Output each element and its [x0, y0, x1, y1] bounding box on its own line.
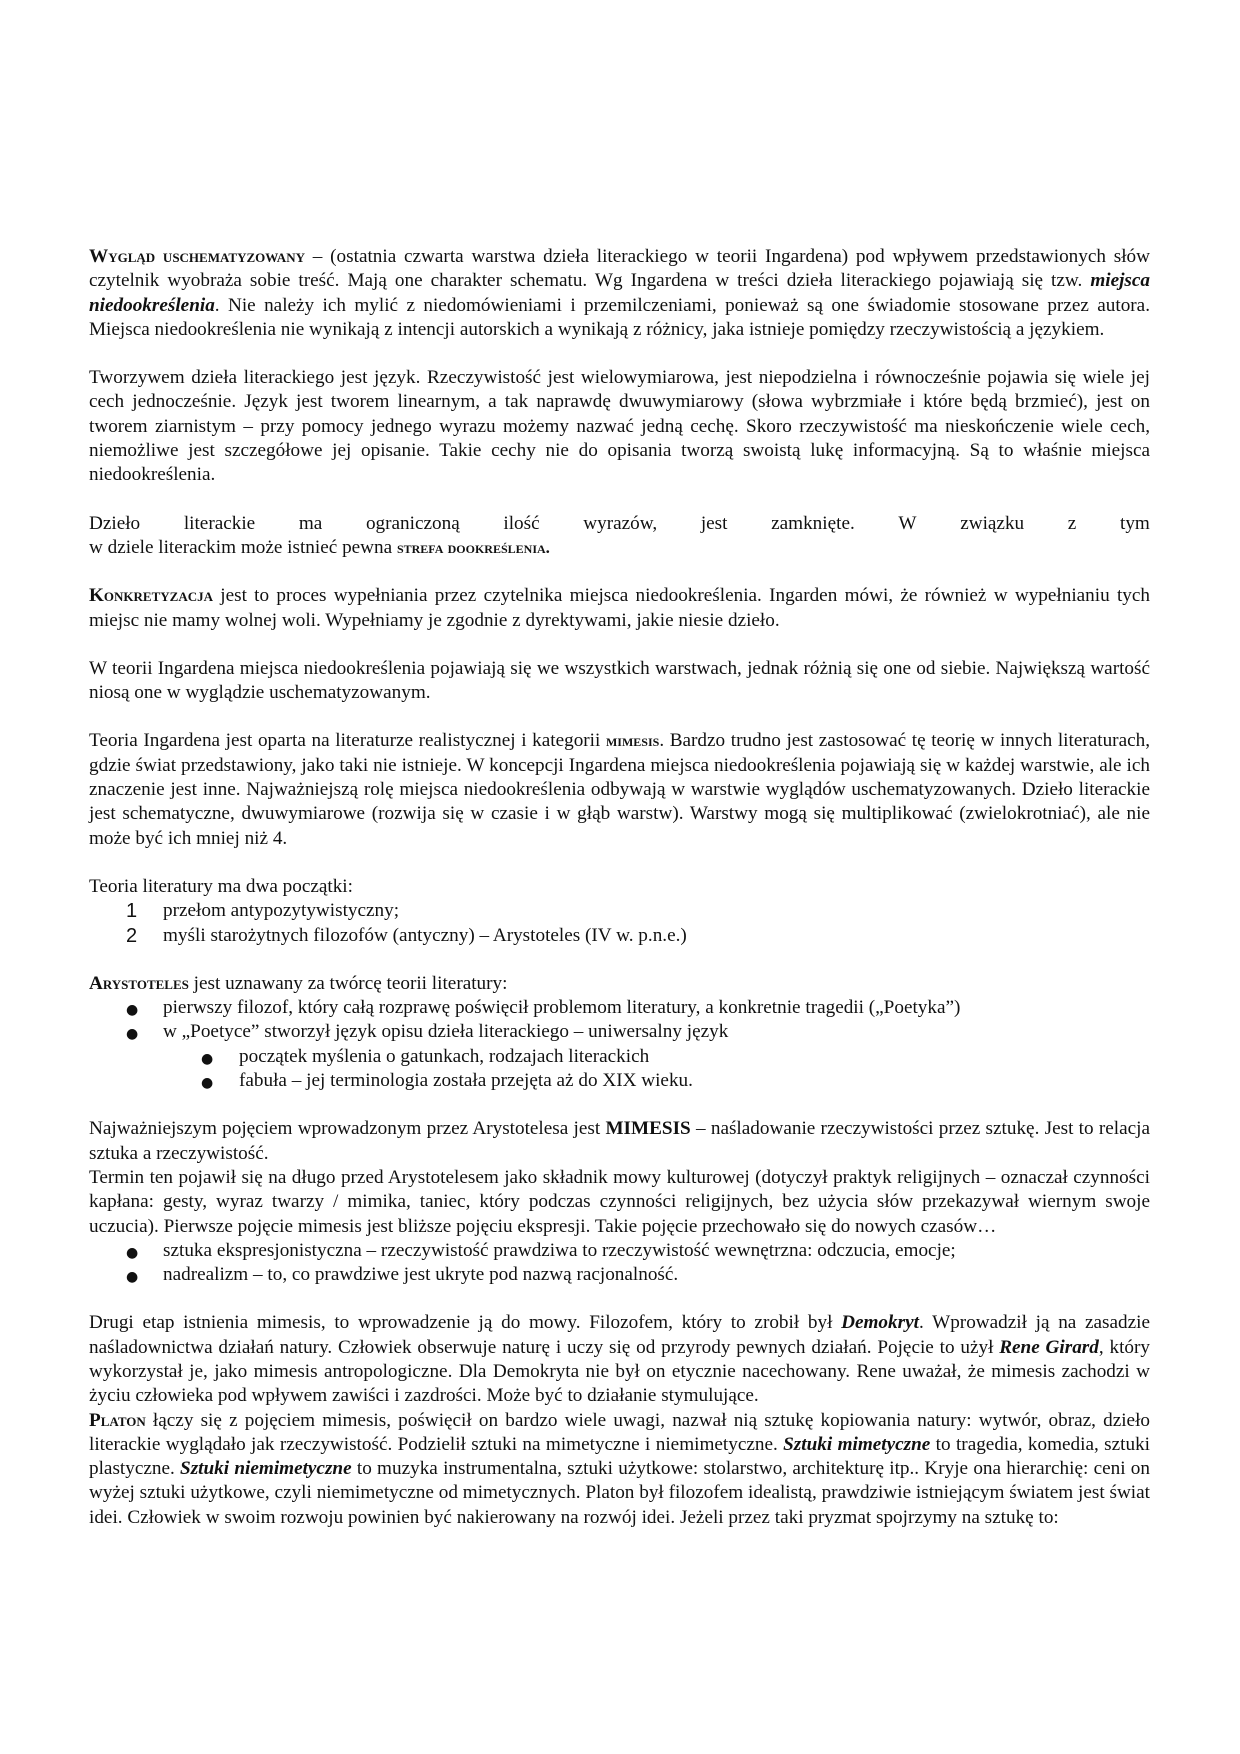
- sub-list-item: ● fabuła – jej terminologia została przejęta aż do XIX wieku.: [89, 1069, 1150, 1093]
- paragraph-wyglad: Wygląd uschematyzowany – (ostatnia czwarta warstwa dzieła literackiego w teorii Ingardena) pod wpływem przedstawionych słów czytelnik wyobraża sobie treść. Mają one charakter schematu. Wg Ingardena w treści dzieła literackiego pojawiają się tzw. miejsca niedookreślenia. Nie należy ich mylić z niedomówieniami i przemilczeniami, ponieważ są one świadomie stosowane przez autora. Miejsca niedookreślenia nie wynikają z intencji autorskich a wynikają z różnicy, jaka istnieje pomiędzy rzeczywistością a językiem.: [89, 246, 1151, 340]
- paragraph-dzielo: Dzieło literackie ma ograniczoną ilość wyrazów, jest zamknięte. W związku z tym w dziele literackim może istnieć pewna strefa dookreślenia.: [89, 512, 1150, 558]
- term-arystoteles: Arystoteles: [89, 972, 189, 994]
- list-item: 1 przełom antypozytywistyczny;: [126, 900, 400, 923]
- term-konkretyzacja: Konkretyzacja: [89, 585, 213, 607]
- list-item: ● pierwszy filozof, który całą rozprawę poświęcił problemom literatury, a konkretnie tragedii („Poetyka”): [89, 996, 1150, 1020]
- sub-list-item: ● początek myślenia o gatunkach, rodzajach literackich: [89, 1045, 1150, 1069]
- term-wyglad: Wygląd uschematyzowany: [89, 246, 305, 267]
- spread-line: Dzieło literackie ma ograniczoną ilość wyrazów, jest zamknięte. W związku z tym: [89, 512, 1150, 534]
- document-page: [89, 245, 1150, 1530]
- name-demokryt: Demokryt: [841, 1312, 919, 1334]
- bullet-icon: ●: [126, 1244, 139, 1261]
- term-strefa: strefa dookreślenia.: [396, 537, 550, 557]
- bullet-icon: ●: [126, 1269, 139, 1286]
- list-item: 2 myśli starożytnych filozofów (antyczny) – Arystoteles (IV w. p.n.e.): [126, 924, 687, 947]
- term-sztuki-mimetyczne: Sztuki mimetyczne: [783, 1433, 931, 1455]
- paragraph-tworzywo: Tworzywem dzieła literackiego jest język. Rzeczywistość jest wielowymiarowa, jest niepodzielna i równocześnie pojawia się wiele jej cech jednocześnie. Język jest tworem linearnym, a tak naprawdę dwuwymiarowy (słowa wybrzmiałe i które będą brzmieć), jest on tworem ziarnistym – przy pomocy jednego wyrazu możemy nazwać jedną cechę. Skoro rzeczywistość ma nieskończenie wiele cech, niemożliwe jest szczegółowe jej opisanie. Takie cechy nie do opisania tworzą swoistą lukę informacyjną. Są to właśnie miejsca niedookreślenia.: [89, 367, 1150, 486]
- paragraph-teoria-ingardena: W teorii Ingardena miejsca niedookreślenia pojawiają się we wszystkich warstwach, jednak różnią się one od siebie. Największą wartość niosą one w wyglądzie uschematyzowanym.: [89, 657, 1150, 704]
- name-girard: Rene Girard: [999, 1336, 1099, 1358]
- bullet-icon: ●: [201, 1050, 214, 1067]
- list-item: ● nadrealizm – to, co prawdziwe jest ukryte pod nazwą racjonalność.: [89, 1263, 1150, 1287]
- term-mimesis: mimesis: [605, 731, 660, 751]
- paragraph-mimesis: Najważniejszym pojęciem wprowadzonym przez Arystotelesa jest MIMESIS – naśladowanie rzeczywistości przez sztukę. Jest to relacja sztuka a rzeczywistość. Termin ten pojawił się na długo przed Arystotelesem jako składnik mowy kulturowej (dotyczył praktyk religijnych – oznaczał czynności kapłana: gesty, wyraz twarzy / mimika, taniec, który podczas czynności religijnych, bez użycia słów przekazywał wiernym swoje uczucia). Pierwsze pojęcie mimesis jest bliższe pojęciu ekspresji. Takie pojęcie przechowało się do nowych czasów… ● sztuka ekspresjonistyczna – rzeczywistość prawdziwa to rzeczywistość wewnętrzna: odczucia, emocje; ● nadrealizm – to, co prawdziwe jest ukryte pod nazwą racjonalność.: [89, 1117, 1150, 1287]
- term-sztuki-niemimetyczne: Sztuki niemimetyczne: [180, 1458, 352, 1480]
- paragraph-platon: Platon łączy się z pojęciem mimesis, poświęcił on bardzo wiele uwagi, nazwał nią sztukę kopiowania natury: wytwór, obraz, dzieło literackie wyglądało jak rzeczywistość. Podzielił sztuki na mimetyczne i niemimetyczne. Sztuki mimetyczne to tragedia, komedia, sztuki plastyczne. Sztuki niemimetyczne to muzyka instrumentalna, sztuki użytkowe: stolarstwo, architekturę itp.. Kryje ona hierarchię: ceni on wyżej sztuki użytkowe, czyli niemimetyczne od mimetycznych. Platon był filozofem idealistą, prawdziwie istniejącym światem jest świat idei. Człowiek w swoim rozwoju powinien być nakierowany na rozwój idei. Jeżeli przez taki pryzmat spojrzymy na sztukę to:: [89, 1409, 1150, 1528]
- term-miejsca: miejsca niedookreślenia: [89, 270, 1150, 316]
- term-platon: Platon: [89, 1409, 146, 1431]
- bullet-icon: ●: [126, 1026, 139, 1043]
- paragraph-konkretyzacja: Konkretyzacja jest to proces wypełniania przez czytelnika miejsca niedookreślenia. Ingarden mówi, że również w wypełnianiu tych miejsc nie mamy wolnej woli. Wypełniamy je zgodnie z dyrektywami, jakie niesie dzieło.: [89, 585, 1150, 631]
- list-item: ● w „Poetyce” stworzył język opisu dzieła literackiego – uniwersalny język: [89, 1020, 1150, 1044]
- list-item: ● sztuka ekspresjonistyczna – rzeczywistość prawdziwa to rzeczywistość wewnętrzna: odczucia, emocje;: [89, 1239, 1150, 1263]
- term-mimesis-caps: MIMESIS: [605, 1118, 691, 1140]
- paragraph-oparta: Teoria Ingardena jest oparta na literaturze realistycznej i kategorii mimesis. Bardzo trudno jest zastosować tę teorię w innych literaturach, gdzie świat przedstawiony, jako taki nie istnieje. W koncepcji Ingardena miejsca niedookreślenia pojawiają się w każdej warstwie, ale ich znaczenie jest inne. Najważniejszą rolę miejsca niedookreślenia odbywają w warstwie wyglądów uschematyzowanych. Dzieło literackie jest schematyczne, dwuwymiarowe (rozwija się w czasie i w głąb warstw). Warstwy mogą się multiplikować (zwielokrotniać), ale nie może być ich mniej niż 4.: [89, 730, 1150, 849]
- bullet-icon: ●: [126, 1002, 139, 1019]
- paragraph-drugi-etap: Drugi etap istnienia mimesis, to wprowadzenie ją do mowy. Filozofem, który to zrobił był Demokryt. Wprowadził ją na zasadzie naśladownictwa działań natury. Człowiek obserwuje naturę i uczy się od przyrody pewnych działań. Pojęcie to użył Rene Girard, który wykorzystał je, jako mimesis antropologiczne. Dla Demokryta nie był on etycznie nacechowany. Rene uważał, że mimesis zachodzi w życiu człowieka pod wpływem zawiści i zazdrości. Może być to działanie stymulujące. Platon łączy się z pojęciem mimesis, poświęcił on bardzo wiele uwagi, nazwał nią sztukę kopiowania natury: wytwór, obraz, dzieło literackie wyglądało jak rzeczywistość. Podzielił sztuki na mimetyczne i niemimetyczne. Sztuki mimetyczne to tragedia, komedia, sztuki plastyczne. Sztuki niemimetyczne to muzyka instrumentalna, sztuki użytkowe: stolarstwo, architekturę itp.. Kryje ona hierarchię: ceni on wyżej sztuki użytkowe, czyli niemimetyczne od mimetycznych. Platon był filozofem idealistą, prawdziwie istniejącym światem jest świat idei. Człowiek w swoim rozwoju powinien być nakierowany na rozwój idei. Jeżeli przez taki pryzmat spojrzymy na sztukę to:: [89, 1311, 1150, 1530]
- bullet-icon: ●: [201, 1075, 214, 1092]
- paragraph-arystoteles: Arystoteles jest uznawany za twórcę teorii literatury: ● pierwszy filozof, który całą rozprawę poświęcił problemom literatury, a konkretnie tragedii („Poetyka”) ● w „Poetyce” stworzył język opisu dzieła literackiego – uniwersalny język ● początek myślenia o gatunkach, rodzajach literackich ● fabuła – jej terminologia została przejęta aż do XIX wieku.: [89, 972, 1150, 1093]
- paragraph-poczatki: Teoria literatury ma dwa początki: 1 przełom antypozytywistyczny; 2 myśli starożytnych filozofów (antyczny) – Arystoteles (IV w. p.n.e.): [89, 875, 1150, 948]
